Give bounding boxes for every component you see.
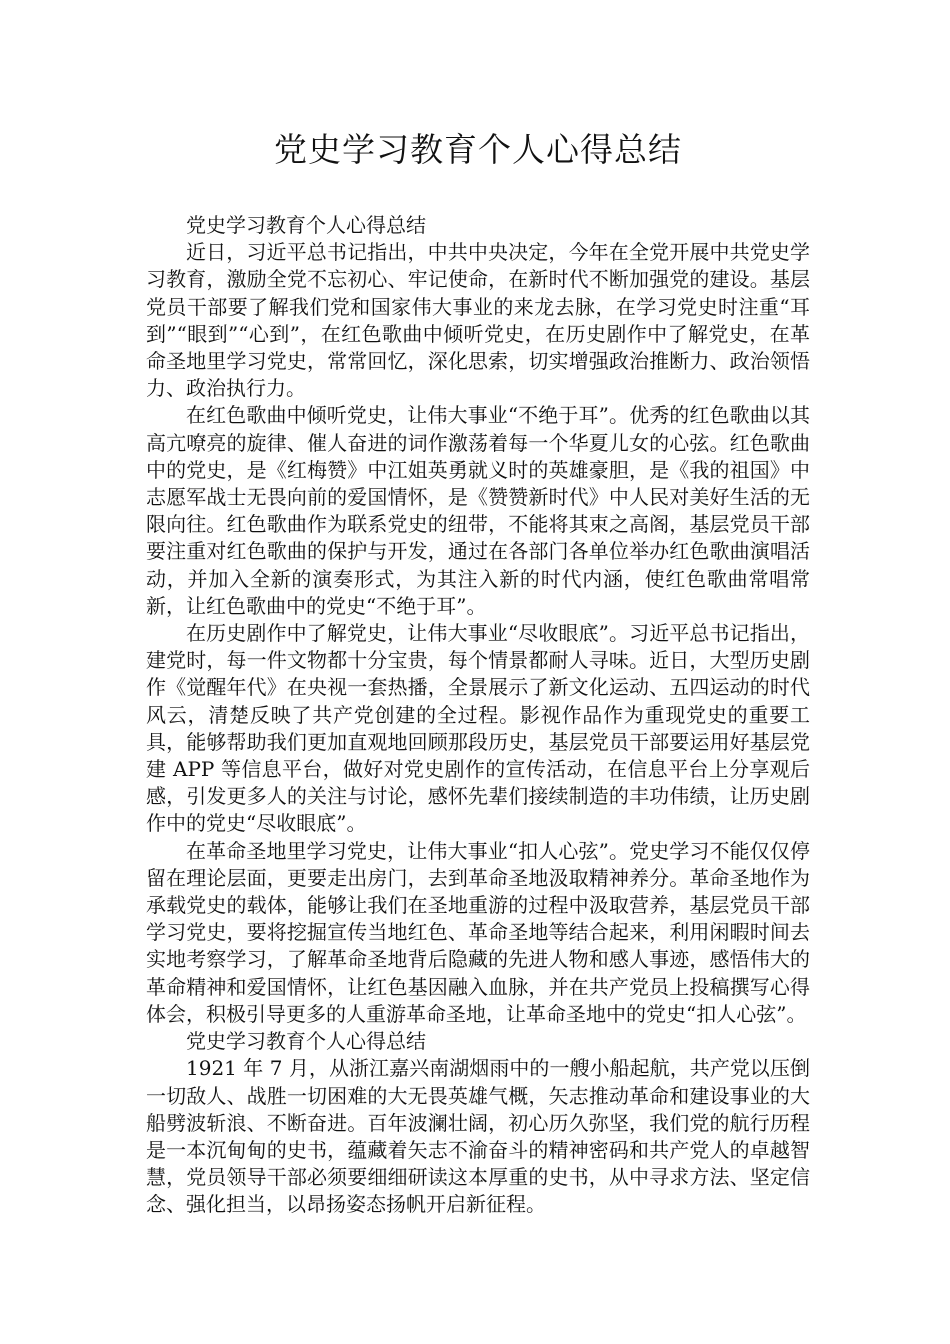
document-title: 党史学习教育个人心得总结 xyxy=(274,130,682,169)
paragraph-1921: 1921 年 7 月，从浙江嘉兴南湖烟雨中的一艘小船起航，共产党以压倒一切敌人、战胜一切困难的大无畏英雄气概，矢志推动革命和建设事业的大船劈波斩浪、不断奋进。百年波澜壮阔，初心历久弥坚，我们党的航行历程是一本沉甸甸的史书，蕴藏着矢志不渝奋斗的精神密码和共产党人的卓越智慧，党员领导干部必须要细细研读这本厚重的史书，从中寻求方法、坚定信念、强化担当，以昂扬姿态扬帆开启新征程。 xyxy=(146,1056,810,1217)
paragraph-intro: 近日，习近平总书记指出，中共中央决定，今年在全党开展中共党史学习教育，激励全党不忘初心、牢记使命，在新时代不断加强党的建设。基层党员干部要了解我们党和国家伟大事业的来龙去脉，在学习党史时注重“耳到”“眼到”“心到”，在红色歌曲中倾听党史，在历史剧作中了解党史，在革命圣地里学习党史，常常回忆，深化思索，切实增强政治推断力、政治领悟力、政治执行力。 xyxy=(146,240,810,401)
paragraph-revolutionary-sites: 在革命圣地里学习党史，让伟大事业“扣人心弦”。党史学习不能仅仅停留在理论层面，更要走出房门，去到革命圣地汲取精神养分。革命圣地作为承载党史的载体，能够让我们在圣地重游的过程中汲取营养，基层党员干部学习党史，要将挖掘宣传当地红色、革命圣地等结合起来，利用闲暇时间去实地考察学习，了解革命圣地背后隐藏的先进人物和感人事迹，感悟伟大的革命精神和爱国情怀，让红色基因融入血脉，并在共产党员上投稿撰写心得体会，积极引导更多的人重游革命圣地，让革命圣地中的党史“扣人心弦”。 xyxy=(146,838,810,1026)
paragraph-red-songs: 在红色歌曲中倾听党史，让伟大事业“不绝于耳”。优秀的红色歌曲以其高亢嘹亮的旋律、催人奋进的词作激荡着每一个华夏儿女的心弦。红色歌曲中的党史，是《红梅赞》中江姐英勇就义时的英雄豪胆，是《我的祖国》中志愿军战士无畏向前的爱国情怀，是《赞赞新时代》中人民对美好生活的无限向往。红色歌曲作为联系党史的纽带，不能将其束之高阁，基层党员干部要注重对红色歌曲的保护与开发，通过在各部门各单位举办红色歌曲演唱活动，并加入全新的演奏形式，为其注入新的时代内涵，使红色歌曲常唱常新，让红色歌曲中的党史“不绝于耳”。 xyxy=(146,403,810,618)
paragraph-subtitle-1: 党史学习教育个人心得总结 xyxy=(186,213,426,237)
document-page xyxy=(146,128,810,1219)
paragraph-subtitle-2: 党史学习教育个人心得总结 xyxy=(186,1029,426,1054)
paragraph-history-dramas: 在历史剧作中了解党史，让伟大事业“尽收眼底”。习近平总书记指出，建党时，每一件文物都十分宝贵，每个情景都耐人寻味。近日，大型历史剧作《觉醒年代》在央视一套热播，全景展示了新文化运动、五四运动的时代风云，清楚反映了共产党创建的全过程。影视作品作为重现党史的重要工具，能够帮助我们更加直观地回顾那段历史，基层党员干部要运用好基层党建 APP 等信息平台，做好对党史剧作的宣传活动，在信息平台上分享观后感，引发更多人的关注与讨论，感怀先辈们接续制造的丰功伟绩，让历史剧作中的党史“尽收眼底”。 xyxy=(146,621,810,836)
